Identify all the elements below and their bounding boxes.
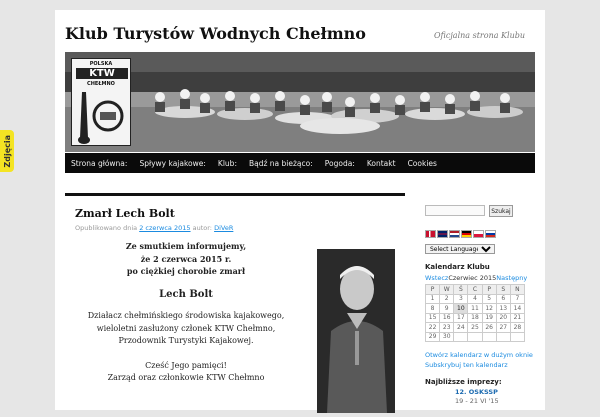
calendar-weekday-row xyxy=(426,285,525,295)
russian-flag-icon[interactable] xyxy=(485,230,496,238)
search-input[interactable] xyxy=(425,205,485,216)
calendar-weekday: Ś xyxy=(454,285,468,295)
calendar-day[interactable]: 19 xyxy=(482,313,496,323)
calendar-day[interactable]: 17 xyxy=(454,313,468,323)
calendar-next-link[interactable]: Następny xyxy=(496,274,528,282)
post-body xyxy=(75,240,297,385)
post-title[interactable]: Zmarł Lech Bolt xyxy=(75,207,175,220)
post-meta-prefix: Opublikowano dnia xyxy=(75,224,138,232)
calendar-heading: Kalendarz Klubu xyxy=(425,263,490,271)
calendar-month-label: Czerwiec 2015 xyxy=(448,274,497,282)
post-intro-line: po ciężkiej chorobie zmarł xyxy=(126,266,246,276)
post-desc-line: wieloletni zasłużony członek KTW Chełmno, xyxy=(96,323,276,333)
danish-flag-icon[interactable] xyxy=(425,230,436,238)
nav-item-weather[interactable]: Pogoda: xyxy=(324,158,355,168)
calendar-subscribe-link[interactable]: Subskrybuj ten kalendarz xyxy=(425,360,508,369)
german-flag-icon[interactable] xyxy=(461,230,472,238)
logo-text-bottom: CHEŁMNO xyxy=(87,81,115,87)
calendar-day[interactable]: 7 xyxy=(510,294,524,304)
calendar-day[interactable]: 30 xyxy=(440,332,454,342)
nav-item-cookies[interactable]: Cookies xyxy=(407,158,437,168)
post-deceased-name: Lech Bolt xyxy=(159,288,213,300)
site-description: Oficjalna strona Klubu xyxy=(433,31,525,40)
calendar-day[interactable]: 21 xyxy=(510,313,524,323)
post-meta xyxy=(75,224,233,232)
calendar-day[interactable]: 29 xyxy=(426,332,440,342)
post-intro-line: że 2 czerwca 2015 r. xyxy=(140,253,232,264)
photos-side-tab[interactable] xyxy=(0,130,14,172)
english-flag-icon[interactable] xyxy=(437,230,448,238)
nav-item-home[interactable]: Strona główna: xyxy=(71,158,128,168)
calendar-day[interactable]: 15 xyxy=(426,313,440,323)
calendar-empty-cell xyxy=(482,332,496,342)
post-article xyxy=(65,193,405,413)
calendar-week-row xyxy=(426,313,525,323)
post-date-link[interactable]: 2 czerwca 2015 xyxy=(139,224,191,232)
calendar-week-row xyxy=(426,332,525,342)
search-button[interactable]: Szukaj xyxy=(489,205,513,217)
post-closing-line: Zarząd oraz członkowie KTW Chełmno xyxy=(107,373,265,382)
calendar-empty-cell xyxy=(468,332,482,342)
calendar-prev-link[interactable]: Wstecz xyxy=(425,274,449,282)
post-meta-author-prefix: autor: xyxy=(192,224,212,232)
header-banner-image xyxy=(65,52,535,152)
calendar-weekday: P xyxy=(426,285,440,295)
post-desc-line: Przodownik Turystyki Kajakowej. xyxy=(118,336,254,345)
nav-item-contact[interactable]: Kontakt xyxy=(366,158,396,168)
calendar-day[interactable]: 9 xyxy=(440,304,454,314)
post-closing-line: Cześć Jego pamięci! xyxy=(145,360,227,370)
portrait-photo xyxy=(317,249,395,413)
upcoming-event-date: 19 - 21 VI '15 xyxy=(455,397,499,405)
calendar-day[interactable]: 1 xyxy=(426,294,440,304)
dutch-flag-icon[interactable] xyxy=(449,230,460,238)
calendar-day[interactable]: 12 xyxy=(482,304,496,314)
calendar-weekday: P xyxy=(482,285,496,295)
calendar-day[interactable]: 24 xyxy=(454,323,468,333)
logo-paddle-icon xyxy=(72,88,130,146)
upcoming-event-title[interactable]: 12. OSKSSP xyxy=(455,388,498,396)
calendar-empty-cell xyxy=(496,332,510,342)
calendar-open-large-link[interactable]: Otwórz kalendarz w dużym oknie xyxy=(425,351,533,359)
language-select[interactable] xyxy=(425,244,495,254)
calendar-day[interactable]: 14 xyxy=(510,304,524,314)
calendar-day[interactable]: 2 xyxy=(440,294,454,304)
calendar-week-row xyxy=(426,323,525,333)
calendar-day[interactable]: 22 xyxy=(426,323,440,333)
calendar-weekday: W xyxy=(440,285,454,295)
polish-flag-icon[interactable] xyxy=(473,230,484,238)
calendar-body xyxy=(426,294,525,342)
calendar-day[interactable]: 18 xyxy=(468,313,482,323)
calendar-day[interactable]: 27 xyxy=(496,323,510,333)
calendar-day[interactable]: 23 xyxy=(440,323,454,333)
nav-item-kayak-trips[interactable]: Spływy kajakowe: xyxy=(139,158,206,168)
calendar-weekday: S xyxy=(496,285,510,295)
page-container xyxy=(55,10,545,410)
calendar-empty-cell xyxy=(510,332,524,342)
calendar-weekday: C xyxy=(468,285,482,295)
calendar-day[interactable]: 13 xyxy=(496,304,510,314)
calendar-day[interactable]: 20 xyxy=(496,313,510,323)
calendar-day[interactable]: 11 xyxy=(468,304,482,314)
header-banner-svg xyxy=(65,52,535,152)
calendar-day[interactable]: 28 xyxy=(510,323,524,333)
site-title[interactable]: Klub Turystów Wodnych Chełmno xyxy=(65,24,366,43)
nav-item-club[interactable]: Klub: xyxy=(217,158,237,168)
logo-text-mid: KTW xyxy=(76,68,128,79)
language-flags xyxy=(425,230,496,238)
calendar-day[interactable]: 3 xyxy=(454,294,468,304)
calendar-empty-cell xyxy=(454,332,468,342)
upcoming-events-heading: Najbliższe imprezy: xyxy=(425,378,502,386)
calendar-navigation xyxy=(425,274,528,282)
calendar-day[interactable]: 8 xyxy=(426,304,440,314)
calendar-day[interactable]: 10 xyxy=(454,304,468,314)
nav-item-stay-updated[interactable]: Bądź na bieżąco: xyxy=(248,158,313,168)
photos-side-tab-label: Zdjęcia xyxy=(2,134,12,168)
calendar-links xyxy=(425,351,533,370)
calendar-day[interactable]: 4 xyxy=(468,294,482,304)
calendar-day[interactable]: 5 xyxy=(482,294,496,304)
calendar-day[interactable]: 6 xyxy=(496,294,510,304)
calendar-day[interactable]: 16 xyxy=(440,313,454,323)
main-navigation xyxy=(65,153,535,173)
calendar-day[interactable]: 26 xyxy=(482,323,496,333)
club-logo xyxy=(71,58,131,146)
sidebar xyxy=(425,193,535,413)
search-form xyxy=(425,205,513,217)
calendar-week-row xyxy=(426,294,525,304)
portrait-photo-svg xyxy=(317,249,395,413)
post-author-link[interactable]: DiVeR xyxy=(214,224,234,232)
calendar-day[interactable]: 25 xyxy=(468,323,482,333)
calendar-weekday: N xyxy=(510,285,524,295)
calendar-grid xyxy=(425,284,525,342)
logo-text-top: POLSKA xyxy=(89,61,113,67)
post-intro-line: Ze smutkiem informujemy, xyxy=(125,241,247,251)
post-desc-line: Działacz chełmińskiego środowiska kajakowego, xyxy=(87,311,285,320)
calendar-week-row xyxy=(426,304,525,314)
